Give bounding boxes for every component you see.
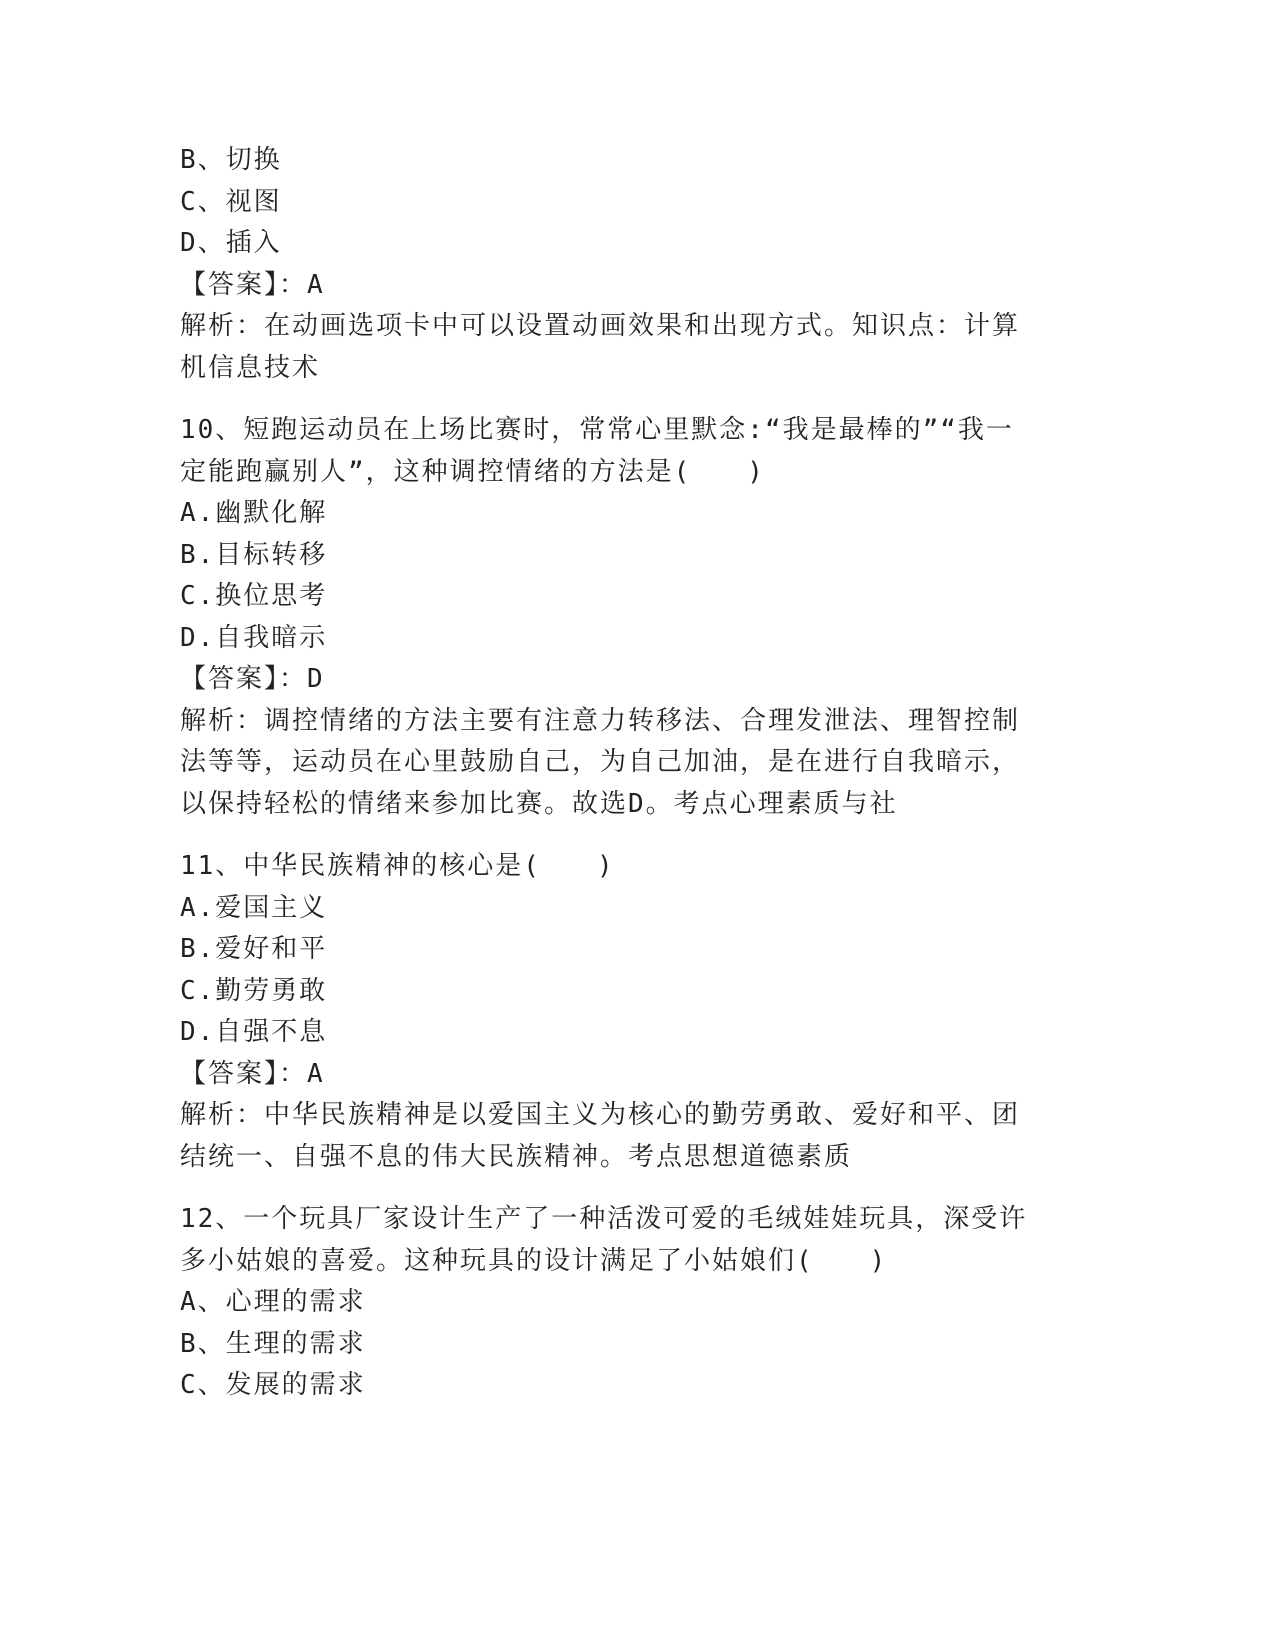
text-line: 机信息技术: [180, 352, 321, 383]
text-line: A.幽默化解: [180, 498, 328, 528]
text-line: D.自强不息: [180, 1017, 328, 1047]
text-line: 多小姑娘的喜爱。这种玩具的设计满足了小姑娘们( ): [180, 1245, 888, 1276]
text-line: C、发展的需求: [180, 1370, 366, 1400]
text-line: 解析：调控情绪的方法主要有注意力转移法、合理发泄法、理智控制: [180, 705, 1021, 736]
text-line: B、切换: [180, 145, 282, 175]
text-line: D.自我暗示: [180, 622, 328, 653]
text-line: 解析：在动画选项卡中可以设置动画效果和出现方式。知识点：计算: [180, 311, 1021, 341]
document-page: [180, 140, 1060, 1407]
text-line: 12、一个玩具厂家设计生产了一种活泼可爱的毛绒娃娃玩具，深受许: [180, 1204, 1028, 1234]
text-line: 以保持轻松的情绪来参加比赛。故选D。考点心理素质与社: [180, 788, 898, 819]
text-line: C、视图: [180, 186, 282, 217]
text-line: 10、短跑运动员在上场比赛时，常常心里默念:“我是最棒的”“我一: [180, 415, 1014, 445]
text-line: C.勤劳勇敢: [180, 975, 328, 1006]
text-line: 【答案】：D: [180, 664, 325, 694]
text-line: B、生理的需求: [180, 1328, 366, 1359]
text-line: 11、中华民族精神的核心是( ): [180, 851, 615, 881]
text-line: A.爱国主义: [180, 892, 328, 923]
text-line: D、插入: [180, 228, 282, 258]
text-line: 解析：中华民族精神是以爱国主义为核心的勤劳勇敢、爱好和平、团: [180, 1100, 1021, 1130]
text-line: 【答案】：A: [180, 269, 325, 300]
text-line: 定能跑赢别人”，这种调控情绪的方法是( ): [180, 456, 765, 487]
paragraph-gap: [180, 825, 1060, 846]
text-line: C.换位思考: [180, 581, 328, 611]
paragraph-gap: [180, 1178, 1060, 1199]
text-line: B.目标转移: [180, 539, 328, 570]
text-line: B.爱好和平: [180, 934, 328, 964]
paragraph-gap: [180, 389, 1060, 410]
text-line: 【答案】：A: [180, 1058, 325, 1089]
text-line: 结统一、自强不息的伟大民族精神。考点思想道德素质: [180, 1141, 853, 1172]
text-line: A、心理的需求: [180, 1287, 366, 1317]
text-line: 法等等，运动员在心里鼓励自己，为自己加油，是在进行自我暗示，: [180, 747, 1021, 777]
